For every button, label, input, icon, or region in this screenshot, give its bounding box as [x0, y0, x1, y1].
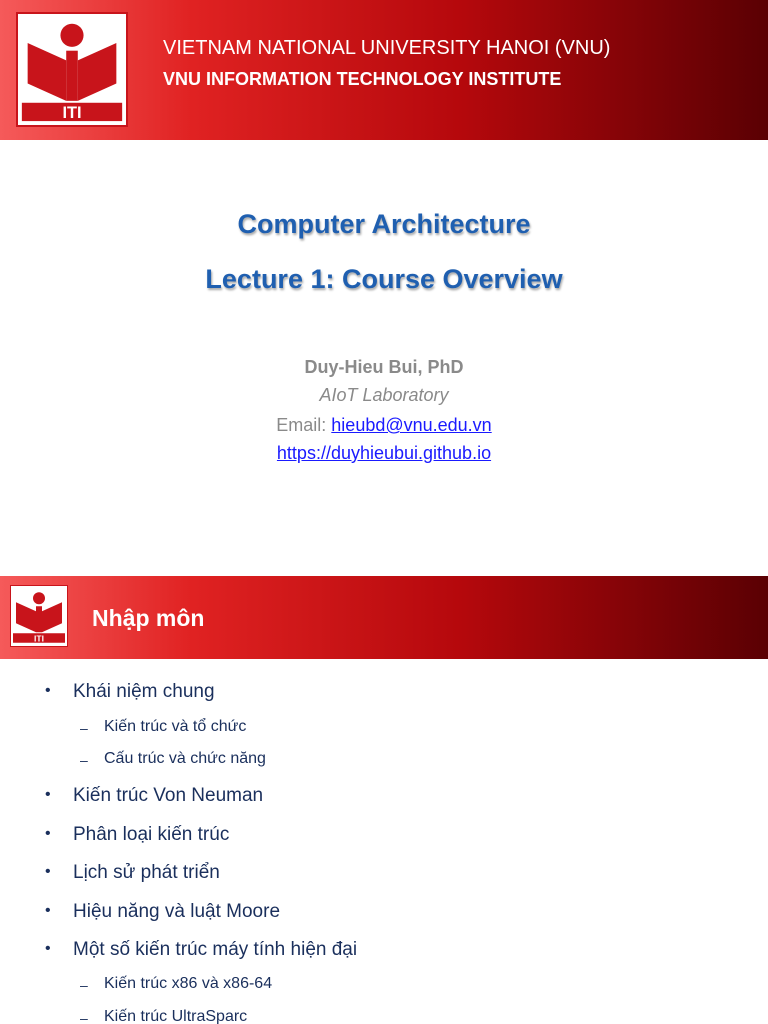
- email-line: [0, 415, 768, 436]
- dash-symbol: –: [80, 1010, 88, 1024]
- university-name: VIETNAM NATIONAL UNIVERSITY HANOI (VNU): [163, 37, 611, 59]
- email-label: Email:: [276, 415, 332, 435]
- list-item: Kiến trúc Von Neuman: [73, 785, 264, 806]
- list-item: Lịch sử phát triển: [73, 862, 220, 883]
- overview-slide: [0, 576, 768, 1024]
- sub-list-item: Cấu trúc và chức năng: [104, 750, 266, 767]
- lecture-title: Lecture 1: Course Overview: [205, 264, 563, 294]
- list-item: Phân loại kiến trúc: [73, 824, 230, 845]
- sub-list-item: Kiến trúc UltraSparc: [104, 1008, 248, 1024]
- iti-logo-icon: [18, 14, 126, 125]
- list-item: Một số kiến trúc máy tính hiện đại: [73, 939, 358, 960]
- dash-symbol: –: [80, 977, 88, 993]
- logo-text: ITI: [62, 104, 82, 123]
- bullet-symbol: •: [45, 825, 51, 842]
- website-link[interactable]: https://duyhieubui.github.io: [276, 443, 492, 463]
- dash-symbol: –: [80, 752, 88, 768]
- sub-list-item: Kiến trúc và tổ chức: [104, 718, 247, 735]
- logo-small-text: ITI: [34, 633, 44, 644]
- list-item: Hiệu năng và luật Moore: [73, 901, 281, 922]
- institute-name: VNU INFORMATION TECHNOLOGY INSTITUTE: [163, 69, 562, 89]
- bullet-symbol: •: [45, 940, 51, 957]
- bullet-symbol: •: [45, 863, 51, 880]
- header-banner: [0, 0, 768, 140]
- list-item: Khái niệm chung: [73, 681, 215, 702]
- topic-list: [0, 576, 768, 1024]
- iti-logo: [16, 12, 128, 127]
- bullet-symbol: •: [45, 682, 51, 699]
- section-title: Nhập môn: [92, 605, 205, 631]
- author-name: Duy-Hieu Bui, PhD: [304, 357, 464, 377]
- course-title: Computer Architecture: [237, 209, 531, 239]
- bullet-symbol: •: [45, 902, 51, 919]
- dash-symbol: –: [80, 720, 88, 736]
- sub-list-item: Kiến trúc x86 và x86-64: [104, 975, 273, 992]
- website-line: [0, 443, 768, 464]
- email-link[interactable]: hieubd@vnu.edu.vn: [331, 415, 492, 435]
- lab-name: AIoT Laboratory: [319, 385, 449, 405]
- bullet-symbol: •: [45, 786, 51, 803]
